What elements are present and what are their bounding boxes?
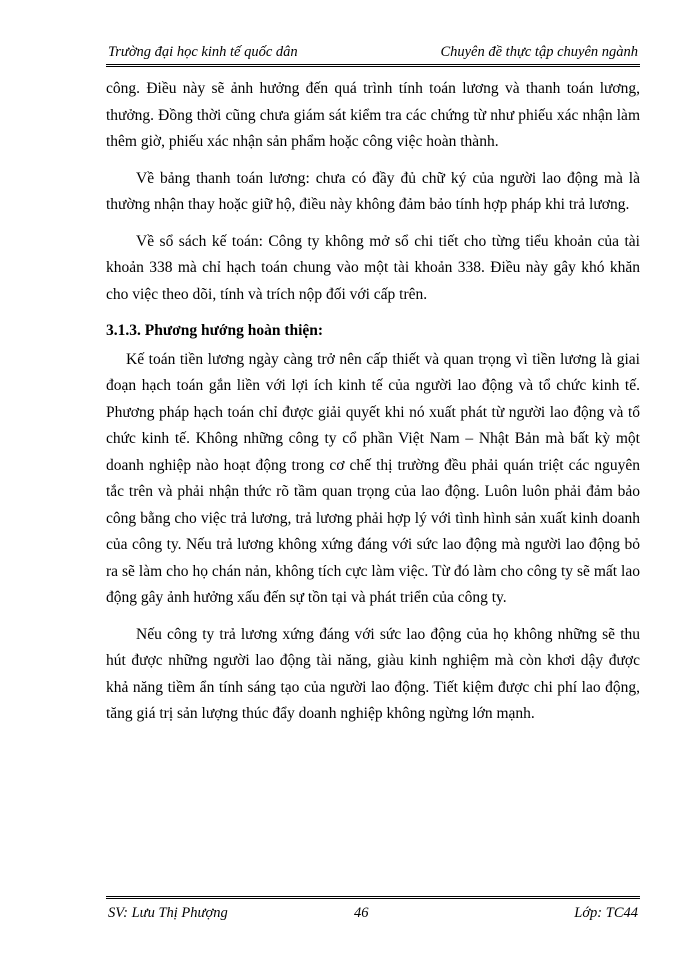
paragraph-improvement-direction: Kế toán tiền lương ngày càng trở nên cấp thiết và quan trọng vì tiền lương là giai đoạn hạch toán gắn liền với lợi ích kinh tế của người lao động và tổ chức kinh tế. Phương pháp hạch toán chỉ được giải quyết khi nó xuất phát từ người lao động và tổ chức kinh tế. Không những công ty cổ phần Việt Nam – Nhật Bản mà bất kỳ một doanh nghiệp nào hoạt động trong cơ chế thị trường đều phải quán triệt các nguyên tắc trên và phải nhận thức rõ tầm quan trọng của lao động. Luôn luôn phải đảm bảo công bằng cho việc trả lương, trả lương phải hợp lý với tình hình sản xuất kinh doanh của công ty. Nếu trả lương không xứng đáng với sức lao động mà người lao động bỏ ra sẽ làm cho họ chán nản, không tích cực làm việc. Từ đó làm cho công ty sẽ mất lao động gây ảnh hưởng xấu đến sự tồn tại và phát triển của công ty. [106, 350, 640, 606]
footer-class: Lớp: TC44 [574, 905, 638, 921]
page-footer [106, 896, 640, 925]
section-heading: 3.1.3. Phương hướng hoàn thiện: [106, 322, 324, 339]
document-body [106, 76, 640, 738]
footer-page-number: 46 [354, 905, 369, 921]
paragraph-continuation: công. Điều này sẽ ảnh hưởng đến quá trình tính toán lương và thanh toán lương, thưởng. Đồng thời cũng chưa giám sát kiểm tra các chứng từ như phiếu xác nhận làm thêm giờ, phiếu xác nhận sản phẩm hoặc công việc hoàn thành. [106, 80, 640, 150]
page-header [106, 42, 640, 67]
header-school: Trường đại học kinh tế quốc dân [108, 44, 298, 60]
paragraph-fair-pay: Nếu công ty trả lương xứng đáng với sức lao động của họ không những sẽ thu hút được những người lao động tài năng, giàu kinh nghiệm mà còn khơi dậy được khả năng tiềm ẩn tính sáng tạo của người lao động. Tiết kiệm được chi phí lao động, tăng giá trị sản lượng thúc đẩy doanh nghiệp không ngừng lớn mạnh. [106, 625, 640, 722]
header-report-title: Chuyên đề thực tập chuyên ngành [440, 44, 638, 60]
footer-student-name: SV: Lưu Thị Phượng [108, 905, 228, 921]
paragraph-payroll-sheet: Về bảng thanh toán lương: chưa có đầy đủ chữ ký của người lao động mà là thường nhận thay hoặc giữ hộ, điều này không đảm bảo tính hợp pháp khi trả lương. [106, 169, 640, 213]
paragraph-accounting-books: Về sổ sách kế toán: Công ty không mở sổ chi tiết cho từng tiểu khoản của tài khoản 338 mà chỉ hạch toán chung vào một tài khoản 338. Điều này gây khó khăn cho việc theo dõi, tính và trích nộp đối với cấp trên. [106, 232, 640, 303]
